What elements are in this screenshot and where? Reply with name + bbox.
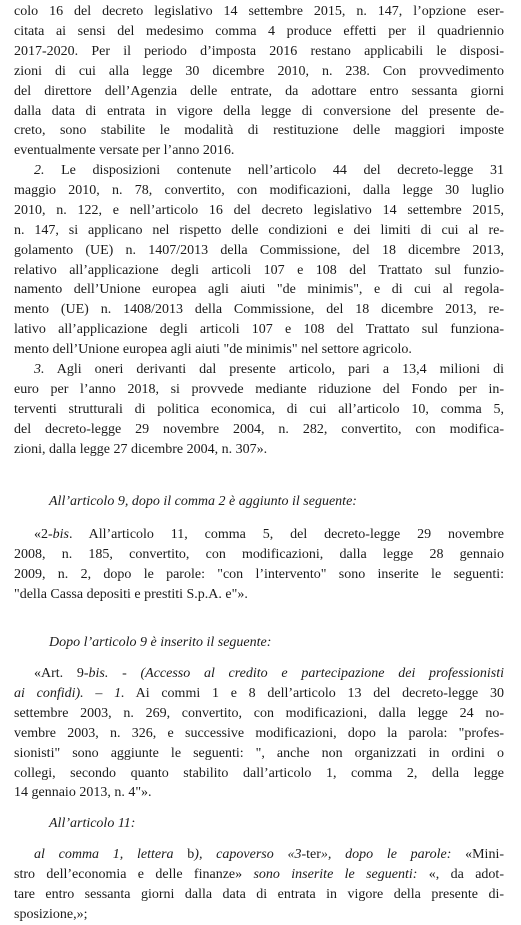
text-line: del direttore dell’Agenzia delle entrate, da adottare entro sessanta giorni [14, 83, 504, 99]
text-line: creto, sono stabilite le modalità di restituzione delle maggiori imposte [14, 123, 504, 139]
text-italic: sono inserite le seguenti: [253, 866, 418, 882]
text-line: eventualmente versate per l’anno 2016. [14, 143, 235, 159]
section-heading-art11: All’articolo 11: [49, 816, 136, 831]
text-line: 2010, n. 122, e nell’articolo 16 del decreto legislativo 14 settembre 2015, [14, 202, 504, 218]
section-heading-after9: Dopo l’articolo 9 è inserito il seguente: [49, 635, 272, 650]
paragraph-2bis [14, 525, 504, 605]
text-line [14, 161, 504, 181]
paragraph-art11 [14, 845, 504, 925]
text-line: 2008, n. 185, convertito, con modificazioni, dalla legge 28 gennaio [14, 546, 504, 562]
text-line-content: Agli oneri derivanti dal presente articolo, pari a 13,4 milioni di [44, 362, 504, 377]
section-heading-art9: All’articolo 9, dopo il comma 2 è aggiunto il seguente: [49, 494, 357, 509]
text-line: lativo all’applicazione degli articoli 107 e 108 del Trattato sul funziona- [14, 322, 504, 338]
text-line-content: . All’articolo 11, comma 5, del decreto-legge 29 novembre [69, 527, 504, 542]
paragraph-number: 3. [34, 362, 45, 377]
text-line: colo 16 del decreto legislativo 14 settembre 2015, n. 147, l’opzione eser- [14, 4, 504, 19]
text-line-start: «Art. 9- [34, 666, 89, 681]
text-line: terventi strutturali di politica economica, di cui all’articolo 10, comma 5, [14, 401, 504, 417]
text-line: zioni, dalla legge 27 dicembre 2004, n. 307». [14, 441, 268, 457]
text-line-content: Ai commi 1 e 8 dell’articolo 13 del decreto-legge 30 [124, 685, 504, 701]
text-line: mento dell’Unione europea agli aiuti "de minimis" nel settore agricolo. [14, 342, 412, 358]
text-line: tare entro sessanta giorni dalla data di entrata in vigore della presente di- [14, 886, 504, 902]
text-italic: », dopo le parole: [320, 847, 452, 862]
text-line: "della Cassa depositi e prestiti S.p.A. e"». [14, 586, 248, 602]
text-line [14, 360, 504, 380]
paragraph-continuation [14, 2, 504, 161]
paragraph-number: 2. [34, 163, 45, 178]
letter-b: b [187, 847, 195, 862]
article-title: bis. - (Accesso al credito e partecipazione dei professionisti [88, 666, 504, 681]
text-line [14, 684, 504, 704]
text-line: 2017-2020. Per il periodo d’imposta 2016 restano applicabili le disposi- [14, 43, 504, 59]
text-line: mento (UE) n. 1408/2013 della Commissione, del 18 dicembre 2013, re- [14, 302, 504, 318]
paragraph-3 [14, 360, 504, 460]
text-line-end: «, da adot- [417, 866, 504, 882]
text-line: dalla data di entrata in vigore della legge di conversione del presente de- [14, 103, 504, 119]
text-line: n. 147, si applicano nel rispetto delle condizioni e dei limiti di cui al re- [14, 222, 504, 238]
text-line: sposizione,»; [14, 906, 88, 922]
text-line: sionisti" sono aggiunte le seguenti: ", anche non organizzati in ordini o [14, 745, 504, 761]
text-line [14, 845, 504, 865]
bis-marker: bis [52, 527, 70, 542]
paragraph-2 [14, 161, 504, 360]
text-line: collegi, secondo quanto stabilito dall’articolo 1, comma 2, della legge [14, 765, 504, 781]
text-line: namento dell’Unione europea agli aiuti "de minimis", e di cui al regola- [14, 282, 504, 298]
text-line: golamento (UE) n. 1407/2013 della Commissione, del 18 dicembre 2013, [14, 242, 504, 258]
text-line-content: Le disposizioni contenute nell’articolo 44 del decreto-legge 31 [44, 163, 504, 178]
text-line [14, 865, 504, 885]
text-line [14, 525, 504, 545]
text-line: zioni di cui alla legge 30 dicembre 2010, n. 238. Con provvedimento [14, 63, 504, 79]
text-line [14, 664, 504, 684]
text-line: vembre 2003, n. 326, e successive modificazioni, dopo la parola: "profes- [14, 725, 504, 741]
text-line: 2009, n. 2, dopo le parole: "con l’intervento" sono inserite le seguenti: [14, 566, 504, 582]
text-line: 14 gennaio 2013, n. 4"». [14, 785, 152, 801]
text-line: maggio 2010, n. 78, convertito, con modificazioni, dalla legge 30 luglio [14, 182, 504, 198]
text-line: settembre 2003, n. 269, convertito, con modificazioni, dalla legge 24 no- [14, 705, 504, 721]
text-line-end: «Mini- [451, 847, 504, 862]
ter-marker: ter [306, 847, 321, 862]
text-line: del decreto-legge 29 novembre 2004, n. 282, convertito, con modifica- [14, 421, 504, 437]
text-line: relativo all’applicazione degli articoli 107 e 108 del Trattato sul funzio- [14, 262, 504, 278]
text-line-start: «2- [34, 527, 53, 542]
text-italic: al comma 1, lettera [34, 847, 188, 862]
text-line-start: stro dell’economia e delle finanze» [14, 866, 254, 882]
text-line: citata ai sensi del medesimo comma 4 produce effetti per il quadriennio [14, 23, 504, 39]
text-line: euro per l’anno 2018, si provvede mediante riduzione del Fondo per in- [14, 381, 504, 397]
paragraph-art9bis [14, 664, 504, 803]
article-title-end: ai confidi). – 1. [14, 685, 125, 701]
text-italic: ), capoverso «3- [194, 847, 307, 862]
